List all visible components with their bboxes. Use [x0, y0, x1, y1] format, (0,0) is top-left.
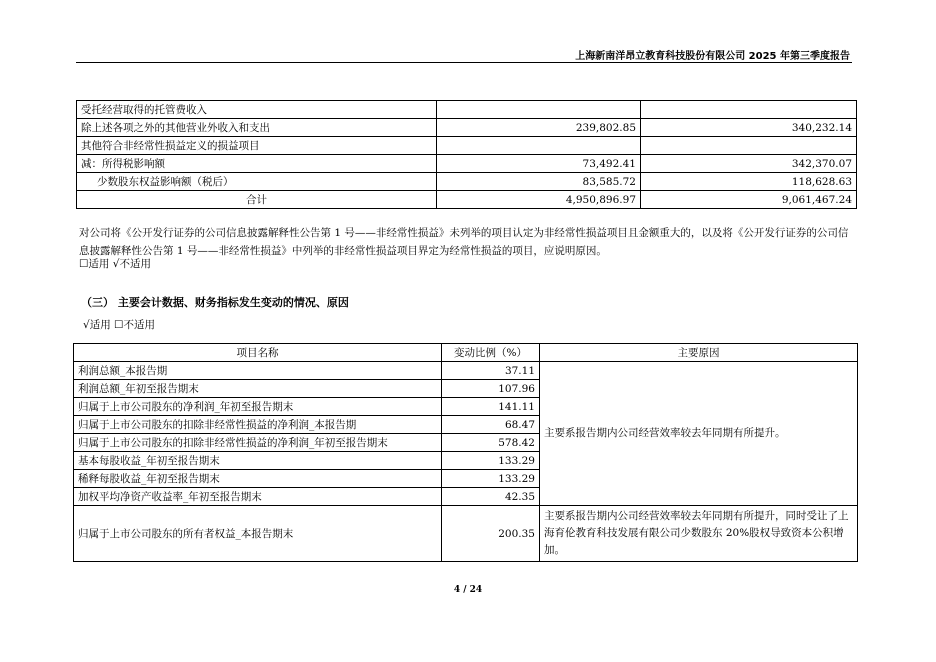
ytd-value: [641, 101, 857, 119]
section-title: （三） 主要会计数据、财务指标发生变动的情况、原因: [81, 296, 349, 309]
current-value: 4,950,896.97: [437, 191, 641, 209]
ytd-value: 342,370.07: [641, 155, 857, 173]
current-value: 239,802.85: [437, 119, 641, 137]
item-name: 归属于上市公司股东的净利润_年初至报告期末: [74, 398, 442, 416]
item-name: 稀释每股收益_年初至报告期末: [74, 470, 442, 488]
item-label: 除上述各项之外的其他营业外收入和支出: [77, 119, 437, 137]
item-name: 基本每股收益_年初至报告期末: [74, 452, 442, 470]
non-recurring-items-table: [76, 100, 857, 209]
change-reasons-table: [73, 343, 858, 562]
item-name: 利润总额_本报告期: [74, 362, 442, 380]
ytd-value: 340,232.14: [641, 119, 857, 137]
applicability-option: ☐适用 √不适用: [79, 258, 151, 270]
item-label: 受托经营取得的托管费收入: [77, 101, 437, 119]
current-value: [437, 101, 641, 119]
item-label: 其他符合非经常性损益定义的损益项目: [77, 137, 437, 155]
main-reason: 主要系报告期内公司经营效率较去年同期有所提升。: [540, 362, 858, 506]
item-name: 加权平均净资产收益率_年初至报告期末: [74, 488, 442, 506]
report-header: 上海新南洋昂立教育科技股份有限公司 2025 年第三季度报告: [575, 51, 850, 62]
table-row: [77, 191, 857, 209]
item-name: 利润总额_年初至报告期末: [74, 380, 442, 398]
change-ratio: 133.29: [442, 470, 540, 488]
item-name: 归属于上市公司股东的所有者权益_本报告期末: [74, 506, 442, 562]
header-divider: [76, 62, 852, 63]
item-name: 归属于上市公司股东的扣除非经常性损益的净利润_年初至报告期末: [74, 434, 442, 452]
ytd-value: 118,628.63: [641, 173, 857, 191]
change-ratio: 68.47: [442, 416, 540, 434]
table-header-row: [74, 344, 858, 362]
column-header: 项目名称: [74, 344, 442, 362]
table-row: [77, 173, 857, 191]
change-ratio: 200.35: [442, 506, 540, 562]
table-row: [74, 362, 858, 380]
change-ratio: 133.29: [442, 452, 540, 470]
page-number: 4 / 24: [453, 585, 483, 595]
table-row: [74, 506, 858, 562]
column-header: 变动比例（%）: [442, 344, 540, 362]
change-ratio: 42.35: [442, 488, 540, 506]
table-row: [77, 155, 857, 173]
current-value: 83,585.72: [437, 173, 641, 191]
item-label: 减：所得税影响额: [77, 155, 437, 173]
item-label: 少数股东权益影响额（税后）: [77, 173, 437, 191]
change-ratio: 37.11: [442, 362, 540, 380]
item-name: 归属于上市公司股东的扣除非经常性损益的净利润_本报告期: [74, 416, 442, 434]
table-row: [77, 101, 857, 119]
current-value: 73,492.41: [437, 155, 641, 173]
change-ratio: 107.96: [442, 380, 540, 398]
explanation-paragraph: 对公司将《公开发行证券的公司信息披露解释性公告第 1 号——非经常性损益》未列举的项目认定为非经常性损益项目且金额重大的，以及将《公开发行证券的公司信息披露解释性公告第 1 号——非经常性损益》中列举的非经常性损益项目界定为经常性损益的项目，应说明原因。: [79, 227, 849, 257]
ytd-value: [641, 137, 857, 155]
current-value: [437, 137, 641, 155]
table-row: [77, 137, 857, 155]
total-label: 合计: [77, 191, 437, 209]
main-reason: 主要系报告期内公司经营效率较去年同期有所提升，同时受让了上海育伦教育科技发展有限公司少数股东 20%股权导致资本公积增加。: [540, 506, 858, 562]
applicability-option: √适用 ☐不适用: [83, 319, 155, 331]
change-ratio: 578.42: [442, 434, 540, 452]
change-ratio: 141.11: [442, 398, 540, 416]
table-row: [77, 119, 857, 137]
column-header: 主要原因: [540, 344, 858, 362]
ytd-value: 9,061,467.24: [641, 191, 857, 209]
